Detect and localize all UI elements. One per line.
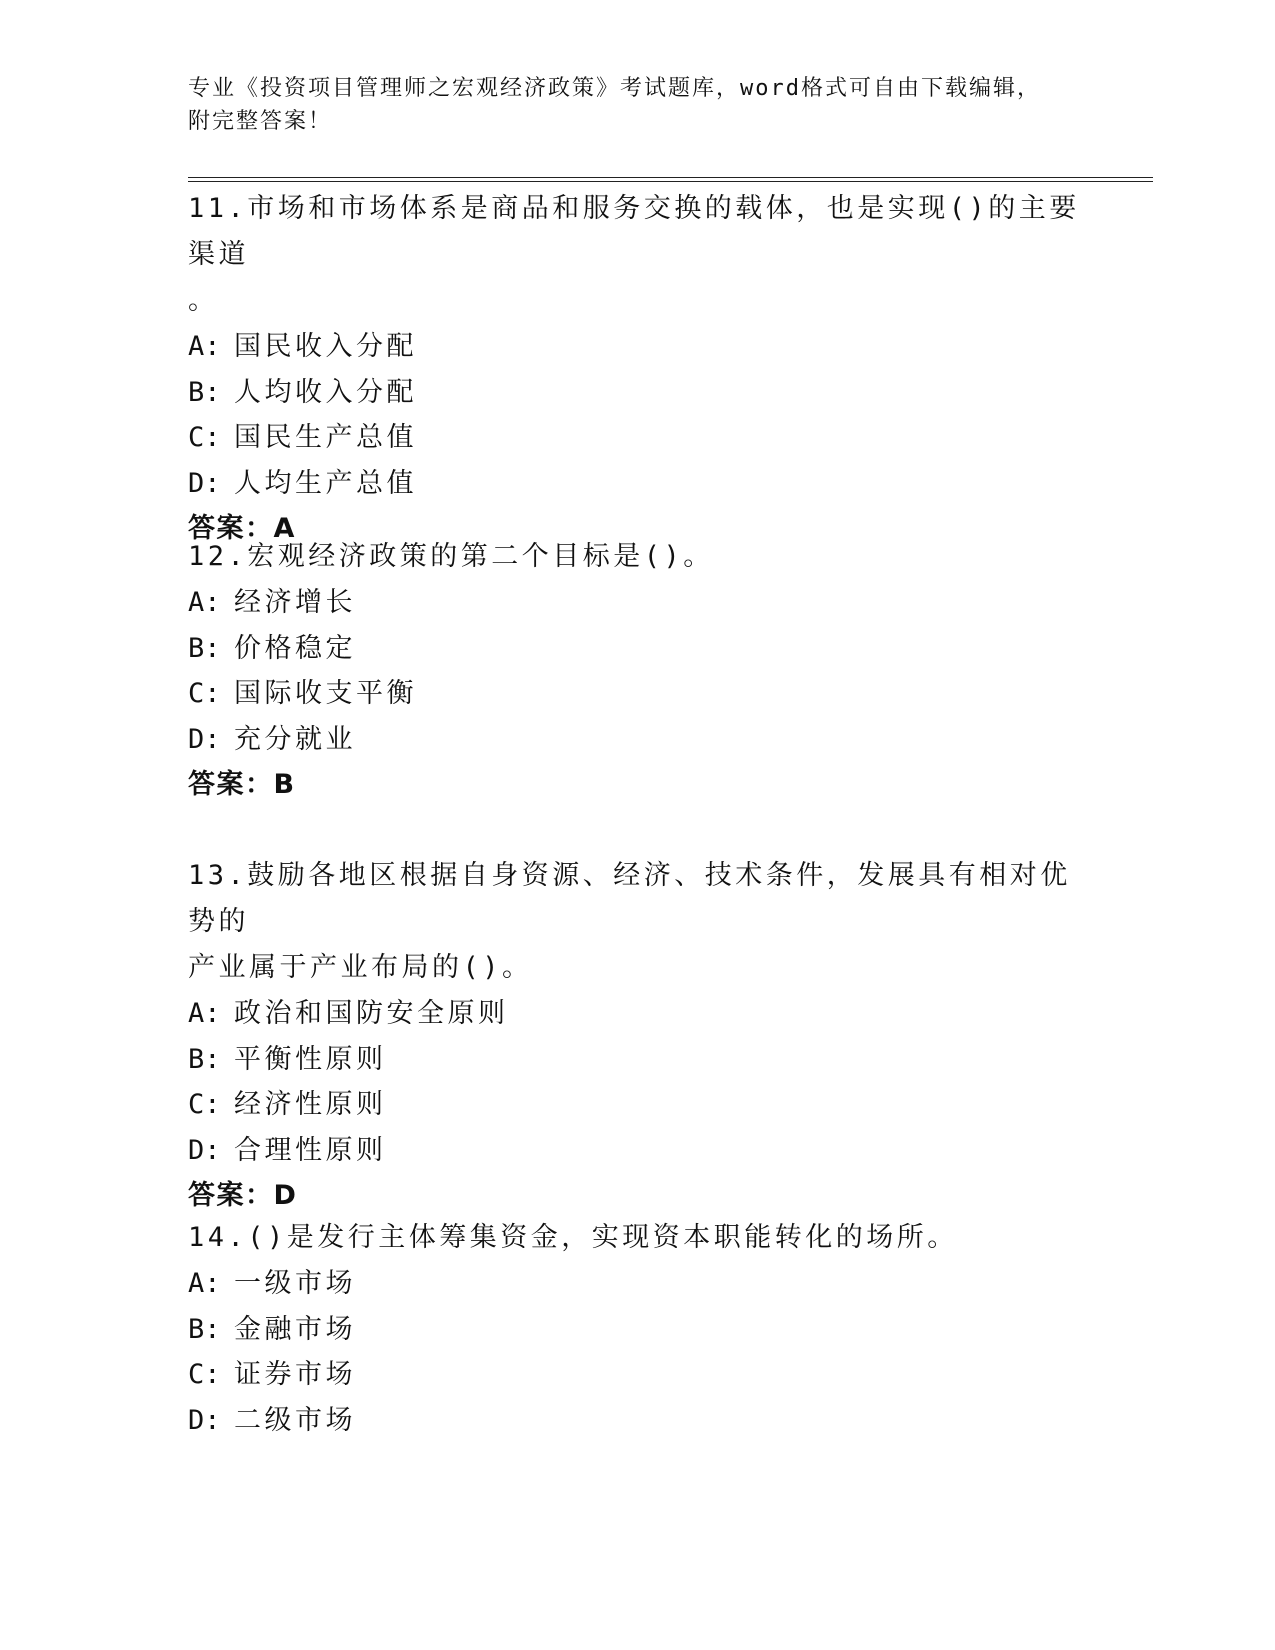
option-text: 国民生产总值 <box>234 422 417 453</box>
option-letter: C: <box>188 1089 221 1120</box>
option-letter: C: <box>188 678 221 709</box>
option-text: 经济性原则 <box>234 1089 387 1120</box>
divider-line-bottom <box>188 181 1153 182</box>
option-text: 证券市场 <box>234 1359 356 1390</box>
option-text: 人均生产总值 <box>234 467 417 499</box>
option-c <box>188 1352 1088 1398</box>
option-a <box>188 991 1088 1037</box>
option-letter: D: <box>188 723 221 755</box>
question-12 <box>188 534 1088 808</box>
option-d <box>188 717 1088 763</box>
question-stem-continuation: 。 <box>188 285 219 316</box>
option-letter: B: <box>188 632 221 664</box>
option-text: 价格稳定 <box>234 632 356 664</box>
header-line-1: 专业《投资项目管理师之宏观经济政策》考试题库，word格式可自由下载编辑， <box>188 76 1041 101</box>
option-letter: A: <box>188 331 221 362</box>
question-stem: 13.鼓励各地区根据自身资源、经济、技术条件，发展具有相对优势的 <box>188 860 1071 937</box>
option-text: 二级市场 <box>234 1404 356 1436</box>
option-letter: A: <box>188 587 221 618</box>
option-d <box>188 1128 1088 1174</box>
option-letter: B: <box>188 1313 221 1345</box>
option-b <box>188 626 1088 672</box>
option-letter: D: <box>188 1134 221 1166</box>
option-letter: A: <box>188 998 221 1029</box>
option-letter: D: <box>188 467 221 499</box>
option-d <box>188 461 1088 507</box>
option-d <box>188 1398 1088 1444</box>
option-letter: B: <box>188 1043 221 1075</box>
question-stem: 11.市场和市场体系是商品和服务交换的载体，也是实现()的主要渠道 <box>188 193 1080 270</box>
option-c <box>188 671 1088 717</box>
option-text: 国际收支平衡 <box>234 678 417 709</box>
option-b <box>188 1037 1088 1083</box>
option-letter: A: <box>188 1268 221 1299</box>
question-14 <box>188 1215 1088 1443</box>
option-b <box>188 1307 1088 1353</box>
option-a <box>188 1261 1088 1307</box>
answer-line: 答案：A <box>188 513 296 544</box>
question-stem: 12.宏观经济政策的第二个目标是()。 <box>188 541 714 572</box>
option-letter: C: <box>188 1359 221 1390</box>
option-text: 金融市场 <box>234 1313 356 1345</box>
question-stem-continuation: 产业属于产业布局的()。 <box>188 952 533 983</box>
option-a <box>188 580 1088 626</box>
answer-line: 答案：D <box>188 1180 298 1211</box>
option-c <box>188 1082 1088 1128</box>
document-header <box>188 72 1088 138</box>
option-a <box>188 324 1088 370</box>
question-stem: 14.()是发行主体筹集资金，实现资本职能转化的场所。 <box>188 1222 958 1253</box>
answer-line: 答案：B <box>188 769 296 800</box>
option-text: 一级市场 <box>234 1268 356 1299</box>
question-11 <box>188 186 1088 552</box>
option-text: 人均收入分配 <box>234 376 417 408</box>
option-letter: D: <box>188 1404 221 1436</box>
option-text: 政治和国防安全原则 <box>234 998 509 1029</box>
header-line-2: 附完整答案！ <box>188 109 333 134</box>
option-text: 国民收入分配 <box>234 331 417 362</box>
option-letter: B: <box>188 376 221 408</box>
option-b <box>188 370 1088 416</box>
option-text: 平衡性原则 <box>234 1043 387 1075</box>
option-text: 合理性原则 <box>234 1134 387 1166</box>
question-13 <box>188 853 1088 1219</box>
option-text: 经济增长 <box>234 587 356 618</box>
option-letter: C: <box>188 422 221 453</box>
divider-line-top <box>188 177 1153 178</box>
option-text: 充分就业 <box>234 723 356 755</box>
header-divider <box>188 177 1153 182</box>
option-c <box>188 415 1088 461</box>
